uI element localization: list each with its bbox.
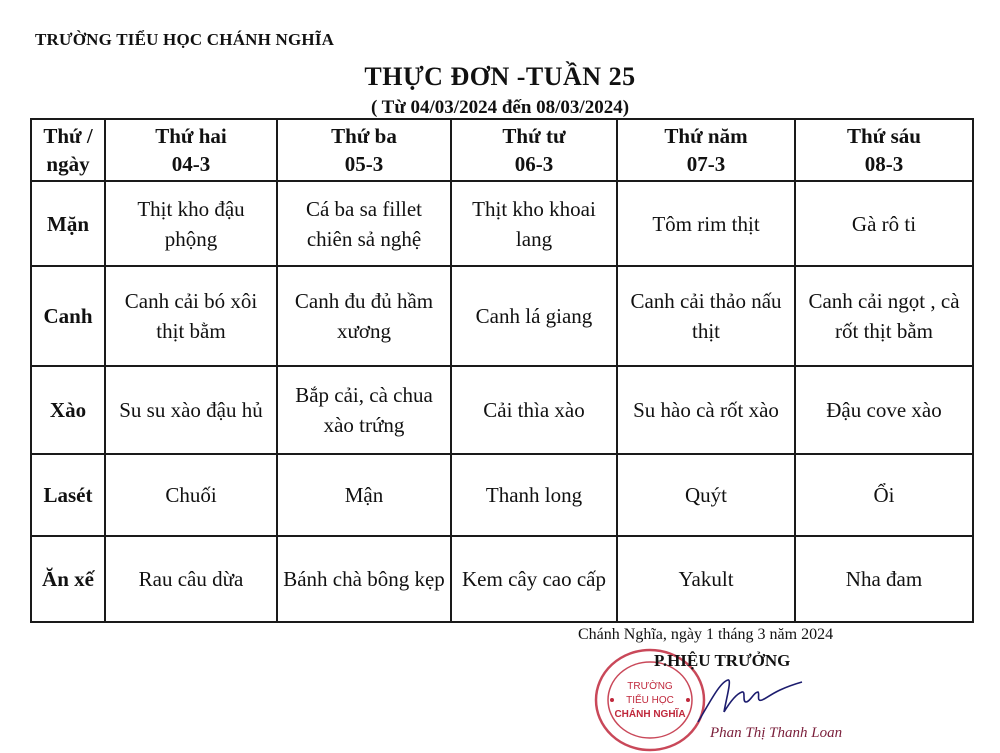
stamp-line-1: TRƯỜNG [627, 681, 673, 692]
menu-cell: Mận [277, 454, 451, 536]
menu-cell: Bánh chà bông kẹp [277, 536, 451, 622]
day-date: 04-3 [171, 152, 211, 176]
menu-cell: Canh cải ngọt , cà rốt thịt bằm [795, 266, 973, 366]
day-date: 07-3 [686, 152, 726, 176]
day-header [795, 119, 973, 181]
day-date: 08-3 [864, 152, 904, 176]
day-name: Thứ hai [155, 124, 227, 148]
menu-cell: Su su xào đậu hủ [105, 366, 277, 454]
menu-cell: Cá ba sa fillet chiên sả nghệ [277, 181, 451, 266]
table-row [31, 366, 973, 454]
row-label: Xào [31, 366, 105, 454]
menu-cell: Thịt kho đậu phộng [105, 181, 277, 266]
corner-line-2: ngày [46, 152, 90, 176]
corner-line-1: Thứ / [43, 124, 93, 148]
day-header [451, 119, 617, 181]
day-header [277, 119, 451, 181]
row-label: Mặn [31, 181, 105, 266]
row-label: Ăn xế [31, 536, 105, 622]
day-name: Thứ tư [502, 124, 566, 148]
menu-cell: Thịt kho khoai lang [451, 181, 617, 266]
menu-cell: Canh cải thảo nấu thịt [617, 266, 795, 366]
row-label: Canh [31, 266, 105, 366]
place-date: Chánh Nghĩa, ngày 1 tháng 3 năm 2024 [578, 626, 834, 643]
day-date: 06-3 [514, 152, 554, 176]
menu-cell: Canh cải bó xôi thịt bằm [105, 266, 277, 366]
table-row [31, 181, 973, 266]
menu-cell: Đậu cove xào [795, 366, 973, 454]
stamp-line-3: CHÁNH NGHĨA [614, 709, 686, 720]
menu-cell: Gà rô ti [795, 181, 973, 266]
day-header [617, 119, 795, 181]
day-name: Thứ ba [331, 124, 397, 148]
menu-cell: Tôm rim thịt [617, 181, 795, 266]
menu-cell: Rau câu dừa [105, 536, 277, 622]
row-label: Lasét [31, 454, 105, 536]
day-name: Thứ năm [664, 124, 748, 148]
corner-header [31, 119, 105, 181]
menu-cell: Bắp cải, cà chua xào trứng [277, 366, 451, 454]
menu-title: THỰC ĐƠN -TUẦN 25 [364, 62, 636, 91]
menu-cell: Su hào cà rốt xào [617, 366, 795, 454]
menu-cell: Yakult [617, 536, 795, 622]
day-header [105, 119, 277, 181]
weekly-menu-table [30, 118, 974, 623]
table-row [31, 536, 973, 622]
menu-cell: Chuối [105, 454, 277, 536]
menu-cell: Cải thìa xào [451, 366, 617, 454]
day-name: Thứ sáu [847, 124, 921, 148]
menu-cell: Canh đu đủ hầm xương [277, 266, 451, 366]
school-name: TRƯỜNG TIỂU HỌC CHÁNH NGHĨA [35, 30, 335, 49]
principal-position: P.HIỆU TRƯỞNG [654, 651, 791, 670]
date-range: ( Từ 04/03/2024 đến 08/03/2024) [370, 97, 630, 118]
header-row [31, 119, 973, 181]
table-row [31, 454, 973, 536]
principal-name: Phan Thị Thanh Loan [710, 725, 843, 741]
menu-cell: Canh lá giang [451, 266, 617, 366]
menu-cell: Quýt [617, 454, 795, 536]
menu-cell: Ổi [795, 454, 973, 536]
menu-cell: Nha đam [795, 536, 973, 622]
menu-cell: Thanh long [451, 454, 617, 536]
principal-signature [690, 672, 810, 732]
menu-cell: Kem cây cao cấp [451, 536, 617, 622]
stamp-line-2: TIỂU HỌC [626, 695, 674, 706]
day-date: 05-3 [344, 152, 384, 176]
table-row [31, 266, 973, 366]
